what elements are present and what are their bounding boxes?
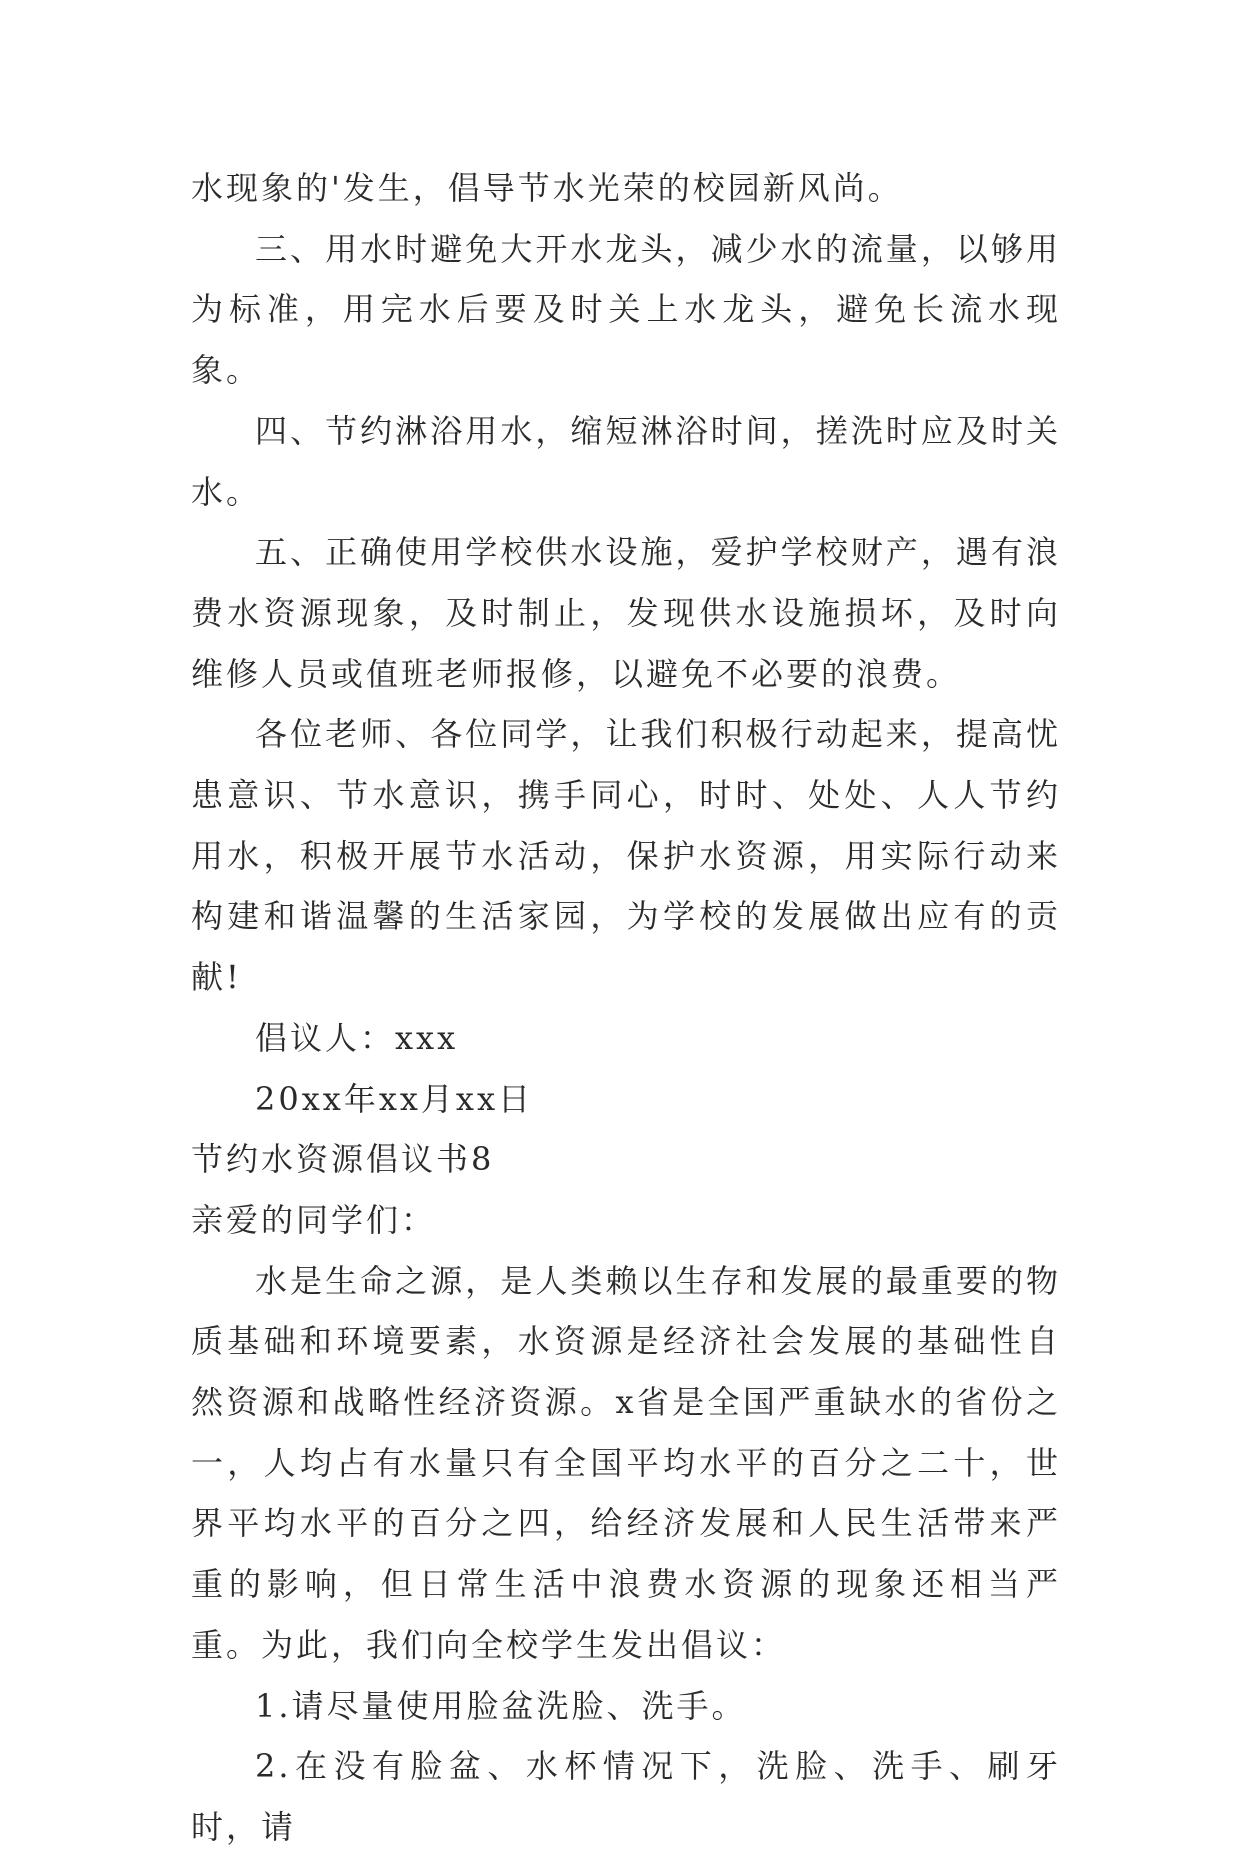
paragraph-intro: 水是生命之源，是人类赖以生存和发展的最重要的物质基础和环境要素，水资源是经济社会发展的基础性自然资源和战略性经济资源。x省是全国严重缺水的省份之一，人均占有水量只有全国平均水平的百分之二十，世界平均水平的百分之四，给经济发展和人民生活带来严重的影响，但日常生活中浪费水资源的现象还相当严重。为此，我们向全校学生发出倡议： (191, 1261, 1061, 1664)
list-item-2: 2.在没有脸盆、水杯情况下，洗脸、洗手、刷牙时，请 (191, 1747, 1061, 1846)
paragraph-closing-appeal: 各位老师、各位同学，让我们积极行动起来，提高忧患意识、节水意识，携手同心，时时、处处、人人节约用水，积极开展节水活动，保护水资源，用实际行动来构建和谐温馨的生活家园，为学校的发展做出应有的贡献! (191, 715, 1061, 997)
document-body (191, 158, 1061, 1858)
proposer-signature: 倡议人：xxx (255, 1018, 459, 1057)
paragraph-item-4: 四、节约淋浴用水，缩短淋浴时间，搓洗时应及时关水。 (191, 411, 1061, 511)
list-item-1: 1.请尽量使用脸盆洗脸、洗手。 (255, 1686, 747, 1725)
section-title: 节约水资源倡议书8 (191, 1140, 495, 1179)
paragraph-continuation: 水现象的'发生，倡导节水光荣的校园新风尚。 (191, 169, 903, 207)
paragraph-item-3: 三、用水时避免大开水龙头，减少水的流量，以够用为标准，用完水后要及时关上水龙头，避免长流水现象。 (191, 229, 1061, 390)
salutation: 亲爱的同学们： (191, 1200, 437, 1239)
paragraph-item-5: 五、正确使用学校供水设施，爱护学校财产，遇有浪费水资源现象，及时制止，发现供水设施损坏，及时向维修人员或值班老师报修，以避免不必要的浪费。 (191, 533, 1061, 693)
signature-date: 20xx年xx月xx日 (255, 1079, 534, 1118)
